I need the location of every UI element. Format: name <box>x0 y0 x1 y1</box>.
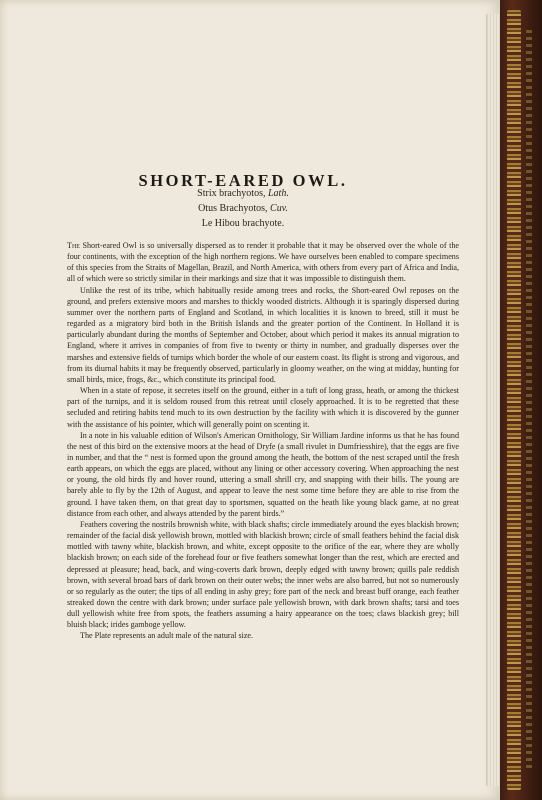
synonym-3 <box>0 218 486 229</box>
synonym-2 <box>0 203 486 214</box>
paragraph: The Short-eared Owl is so universally dispersed as to render it probable that it may be observed over the whole of the four continents, with the exception of the high northern regions. We have ourselves been enabled to compare specimens of this species from the Straits of Magellan, Brazil, and North America, with others from every part of Africa and India, all of which were so strictly similar in their markings and size that it was impossible to distinguish them. <box>67 241 459 284</box>
gilt-decoration <box>507 10 521 790</box>
paragraph: When in a state of repose, it secretes itself on the ground, either in a tuft of long grass, heath, or among the thickest part of the turnips, and it is seldom roused from this retreat until closely approached. It is to be regretted that these secluded and retiring habits tend much to its own destruction by the facility with which it is discovered by the gunner with the assistance of his pointer, which will generally point on scenting it. <box>67 386 459 429</box>
synonym-3-name: Le Hibou brachyote. <box>201 218 285 229</box>
synonym-2-author: Cuv. <box>270 203 288 214</box>
paragraph: Unlike the rest of its tribe, which habitually reside among trees and rocks, the Short-eared Owl reposes on the ground, and prefers extensive moors and marshes to thickly wooded districts. Although it is sparingly dispersed during summer over the northern parts of England and Scotland, in which localities it is known to breed, still it must be regarded as a migratory bird both in the British Islands and the greater portion of the Continent. In Holland it is particularly abundant during the months of September and October, about which period it makes its annual migration to England, where it arrives in companies of from five to twenty or thirty in number, and gradually disperses over the marshes and extensive fields of turnips which border the whole of our eastern coast. Its flight is strong and vigorous, and from its diurnal habits it may be frequently observed, particularly in gloomy weather, on the wing at midday, hunting for small birds, mice, frogs, &c., which constitute its principal food. <box>67 285 459 384</box>
page-title: SHORT-EARED OWL. <box>138 171 348 191</box>
synonym-1 <box>0 188 486 199</box>
synonym-1-name: Strix brachyotos, <box>197 188 266 199</box>
synonym-1-author: Lath. <box>267 188 289 199</box>
paragraph-lead: The <box>67 241 80 250</box>
paragraph: Feathers covering the nostrils brownish white, with black shafts; circle immediately around the eyes blackish brown; remainder of the facial disk yellowish brown, mottled with blackish brown; circle of small feathers behind the facial disk mottled with tawny white, blackish brown, and white, except opposite to the orifice of the ear, where they are wholly blackish brown; on each side of the forehead four or five feathers somewhat longer than the rest, which are erected and depressed at pleasure; head, back, and wing-coverts dark brown, deeply edged with tawny brown; quills pale reddish brown, with several broad bars of dark brown on their outer webs; the inner webs are also barred, but not so numerously or so regularly as the outer; the tips of all ending in ashy grey; fore part of the neck and breast buff orange, each feather streaked down the centre with dark brown; under surface pale yellowish brown, with dark brown shafts; tarsi and toes dull yellowish white free from spots, the feathers assuming a hairy appearance on the toes; claws blackish grey; bill bluish black; irides gamboge yellow. <box>67 519 459 630</box>
paragraph: In a note in his valuable edition of Wilson's American Ornithology, Sir William Jardine informs us that he has found the nest of this bird on the extensive moors at the head of Dryfe (a small rivulet in Dumfriesshire), that the eggs are five in number, and that the “ nest is formed upon the ground among the heath, the bottom of the nest scraped until the fresh earth appears, on which the eggs are placed, without any lining or other accessory covering. When approaching the nest or young, the old birds fly and hover round, uttering a small shrill cry, and snapping with their bills. The young are barely able to fly by the 12th of August, and appear to leave the nest some time before they are able to rise from the ground. I have taken them, on that great day to sportsmen, squatted on the heath like young black game, at no great distance from each other, and always attended by the parent birds.” <box>67 430 459 518</box>
paragraph: The Plate represents an adult male of the natural size. <box>80 631 254 641</box>
gilt-decoration-inner <box>526 30 532 770</box>
page-edges <box>486 14 501 786</box>
body-text <box>67 240 459 642</box>
synonym-2-name: Otus Brachyotos, <box>198 203 268 214</box>
